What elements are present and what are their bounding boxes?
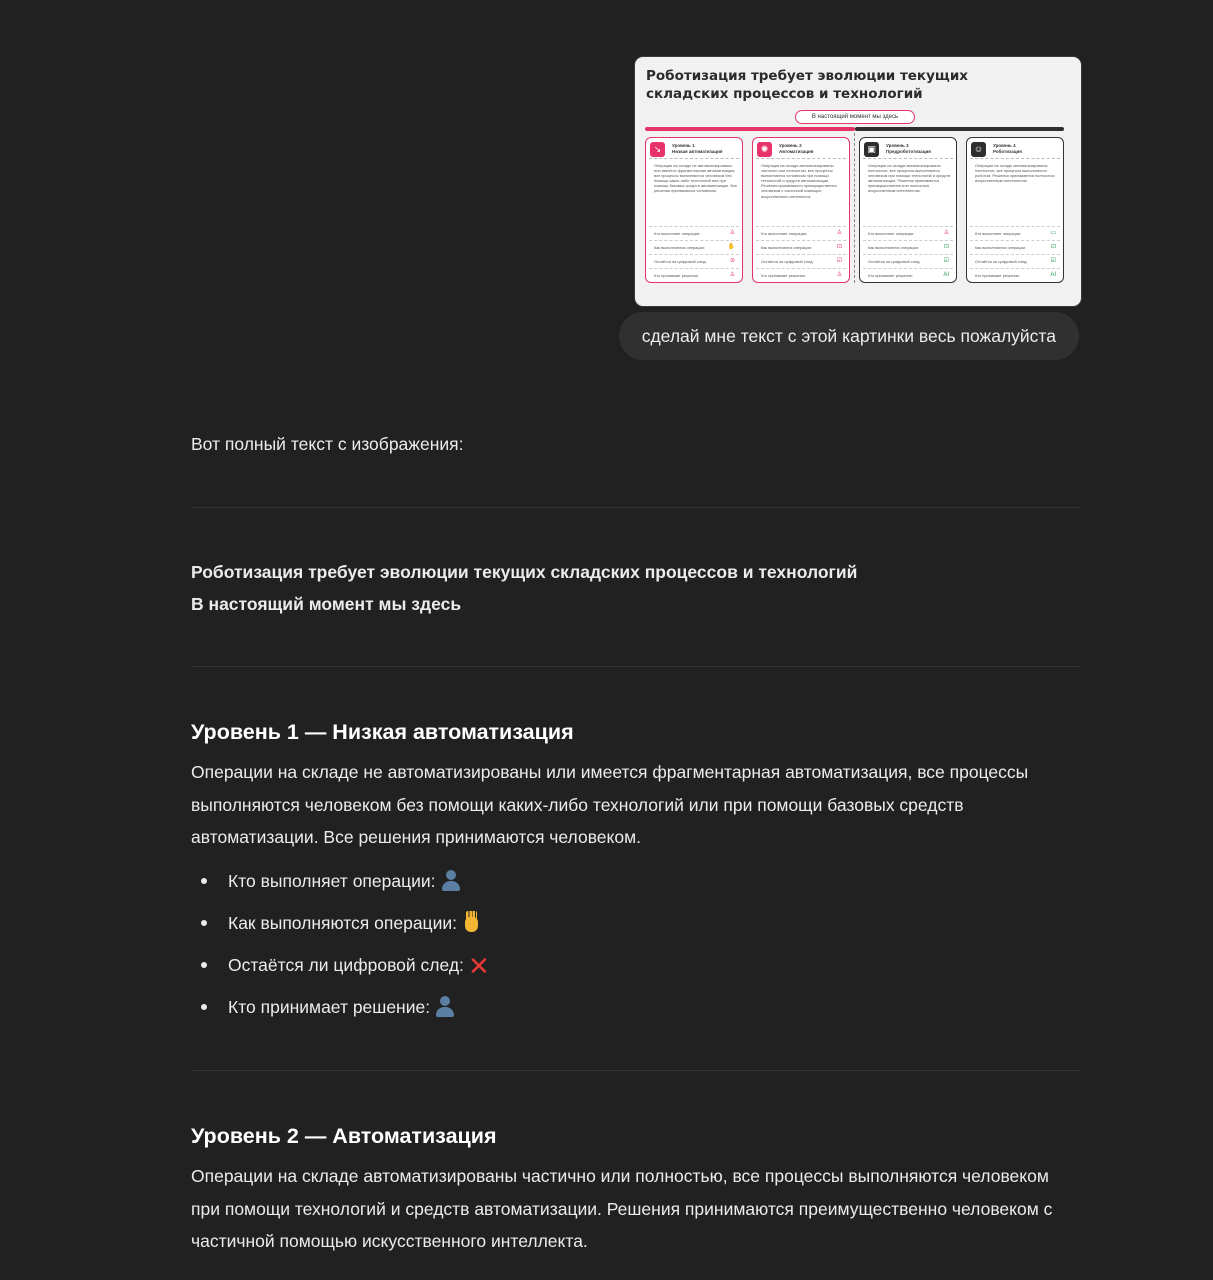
card-rows (970, 226, 1060, 282)
image-title: Роботизация требует эволюции текущих складских процессов и технологий (646, 68, 968, 102)
card-row: Как выполняются операции: ⊡ (756, 240, 846, 254)
uploaded-image[interactable] (634, 56, 1082, 307)
cart-icon: ⊡ (836, 244, 842, 250)
heading-block (191, 556, 857, 620)
card-row: Кто принимает решение: ♙ (756, 268, 846, 282)
progress-bar-dark (855, 127, 1064, 131)
card-name: Уровень 2 Автоматизация (779, 143, 814, 154)
level-section-2 (191, 1122, 1080, 1258)
card-row: Кто принимает решение: AI (970, 268, 1060, 282)
progress-bar-pink (645, 127, 855, 131)
card-desc: Операции на складе не автоматизированы или имеется фрагментарная автоматизация, все процессы выполняются человеком без помощи каких-либо технологий или при помощи базовых средств автоматизации. Все решения принимаются человеком. (654, 163, 738, 194)
card-desc: Операции на складе автоматизированы полностью, все процессы выполняются человеком при помощи технологий и средств автоматизации. Решения принимаются преимущественно или полностью искусственным интеллектом. (868, 163, 951, 194)
card-header (649, 141, 739, 159)
robot-icon: ▭ (1050, 230, 1056, 236)
level-list (191, 860, 1080, 1028)
hand-icon (461, 911, 483, 933)
divider (191, 666, 1080, 667)
level-card-2 (752, 137, 850, 283)
card-row: Кто выполняет операции: ♙ (863, 226, 953, 240)
card-row: Как выполняются операции: ⊡ (863, 240, 953, 254)
chart-down-icon: ↘ (650, 142, 665, 157)
divider (191, 507, 1080, 508)
check-icon: ☑ (836, 258, 842, 264)
person-icon: ♙ (836, 230, 842, 236)
assistant-message (191, 428, 1080, 1252)
level-section-1 (191, 718, 1080, 1028)
check-icon: ☑ (943, 258, 949, 264)
card-header (863, 141, 953, 159)
card-desc: Операции на складе автоматизированы частично или полностью, все процессы выполняются человеком при помощи технологий и средств автоматизации. Решения принимаются преимущественно человеком с частичной помощью искусственного интеллекта. (761, 163, 837, 199)
person-icon: ♙ (729, 272, 735, 278)
list-item: Остаётся ли цифровой след: ✕ (191, 944, 1080, 986)
card-row: Остаётся ли цифровой след: ☑ (970, 254, 1060, 268)
level-card-1 (645, 137, 743, 283)
card-name: Уровень 1 Низкая автоматизация (672, 143, 723, 154)
divider (191, 1070, 1080, 1071)
person-icon (440, 869, 462, 891)
card-header (756, 141, 846, 159)
level-card-3 (859, 137, 957, 283)
card-rows (863, 226, 953, 282)
level-description: Операции на складе автоматизированы частично или полностью, все процессы выполняются человеком при помощи технологий и средств автоматизации. Решения принимаются преимущественно человеком с частичной помощью искусственного интеллекта. (191, 1166, 1053, 1252)
heading-line-1: Роботизация требует эволюции текущих складских процессов и технологий (191, 562, 858, 582)
list-item: Как выполняются операции: (191, 902, 1080, 944)
card-name: Уровень 4 Роботизация (993, 143, 1022, 154)
cross-icon: ✕ (468, 951, 490, 982)
card-row: Кто принимает решение: AI (863, 268, 953, 282)
cart-icon: ⊡ (1050, 244, 1056, 250)
card-header (970, 141, 1060, 159)
card-rows (756, 226, 846, 282)
check-icon: ☑ (1050, 258, 1056, 264)
card-row: Как выполняются операции: ✋ (649, 240, 739, 254)
list-item: Кто принимает решение: (191, 986, 1080, 1028)
person-icon (434, 995, 456, 1017)
card-rows (649, 226, 739, 282)
cross-icon: ⊘ (729, 258, 735, 264)
card-row: Остаётся ли цифровой след: ☑ (863, 254, 953, 268)
list-item: Кто выполняет операции: (191, 860, 1080, 902)
hand-icon: ✋ (727, 244, 735, 250)
card-row: Как выполняются операции: ⊡ (970, 240, 1060, 254)
ai-icon: AI (943, 272, 949, 278)
cart-icon: ⊡ (943, 244, 949, 250)
robot-icon: ☺ (971, 142, 986, 157)
person-icon: ♙ (729, 230, 735, 236)
ai-icon: AI (1050, 272, 1056, 278)
sparkle-icon: ✺ (757, 142, 772, 157)
chip-icon: ▣ (864, 142, 879, 157)
heading-line-2: В настоящий момент мы здесь (191, 594, 462, 614)
person-icon: ♙ (836, 272, 842, 278)
card-desc: Операции на складе автоматизированы полностью, все процессы выполняются роботом. Решения принимаются полностью искусственным интеллектом. (975, 163, 1055, 184)
card-row: Остаётся ли цифровой след: ⊘ (649, 254, 739, 268)
card-row: Кто выполняет операции: ▭ (970, 226, 1060, 240)
card-name: Уровень 3 Предробототизация (886, 143, 931, 154)
card-row: Кто выполняет операции: ♙ (649, 226, 739, 240)
card-row: Кто выполняет операции: ♙ (756, 226, 846, 240)
level-card-4 (966, 137, 1064, 283)
image-pill: В настоящий момент мы здесь (795, 110, 915, 124)
card-row: Остаётся ли цифровой след: ☑ (756, 254, 846, 268)
intro-text: Вот полный текст с изображения: (191, 434, 464, 454)
divider-line (854, 133, 855, 283)
card-row: Кто принимает решение: ♙ (649, 268, 739, 282)
level-title: Уровень 1 — Низкая автоматизация (191, 720, 574, 744)
level-title: Уровень 2 — Автоматизация (191, 1124, 497, 1148)
level-description: Операции на складе не автоматизированы или имеется фрагментарная автоматизация, все процессы выполняются человеком без помощи каких-либо технологий или при помощи базовых средств автоматизации. Все решения принимаются человеком. (191, 762, 1029, 848)
user-message-bubble: сделай мне текст с этой картинки весь пожалуйста (619, 312, 1079, 360)
person-icon: ♙ (943, 230, 949, 236)
